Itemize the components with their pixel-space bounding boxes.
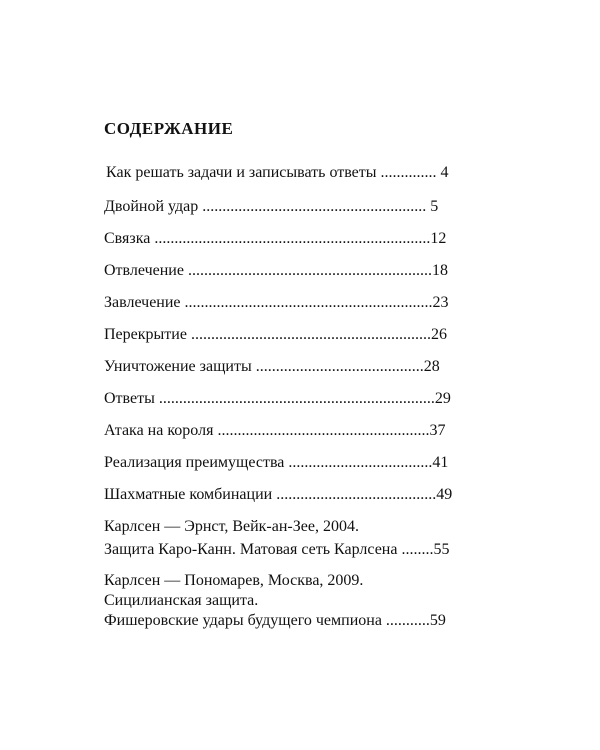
toc-entry-line: Сицилианская защита. — [104, 592, 259, 609]
toc-entry-line: Защита Каро-Канн. Матовая сеть Карлсена ........55 — [104, 541, 450, 558]
toc-entry: Как решать задачи и записывать ответы .............. 4 — [106, 164, 449, 181]
toc-entry: Атака на короля .....................................................37 — [104, 422, 446, 439]
toc-entry: Завлечение ..............................................................23 — [104, 294, 449, 311]
toc-entry-line: Карлсен — Пономарев, Москва, 2009. — [104, 572, 364, 589]
toc-entry: Отвлечение .............................................................18 — [104, 262, 448, 279]
toc-entry: Шахматные комбинации ........................................49 — [104, 486, 453, 503]
toc-entry-line: Карлсен — Эрнст, Вейк-ан-Зее, 2004. — [104, 518, 359, 535]
toc-entry-line: Фишеровские удары будущего чемпиона ...........59 — [104, 612, 446, 629]
toc-entry: Уничтожение защиты ..........................................28 — [104, 358, 440, 375]
toc-entry: Двойной удар ........................................................ 5 — [104, 198, 439, 215]
toc-entry: Реализация преимущества ....................................41 — [104, 454, 449, 471]
toc-entry: Перекрытие ............................................................26 — [104, 326, 447, 343]
toc-heading: СОДЕРЖАНИЕ — [104, 119, 234, 138]
toc-entry: Ответы .....................................................................29 — [104, 390, 451, 407]
toc-entry: Связка .....................................................................12 — [104, 230, 447, 247]
